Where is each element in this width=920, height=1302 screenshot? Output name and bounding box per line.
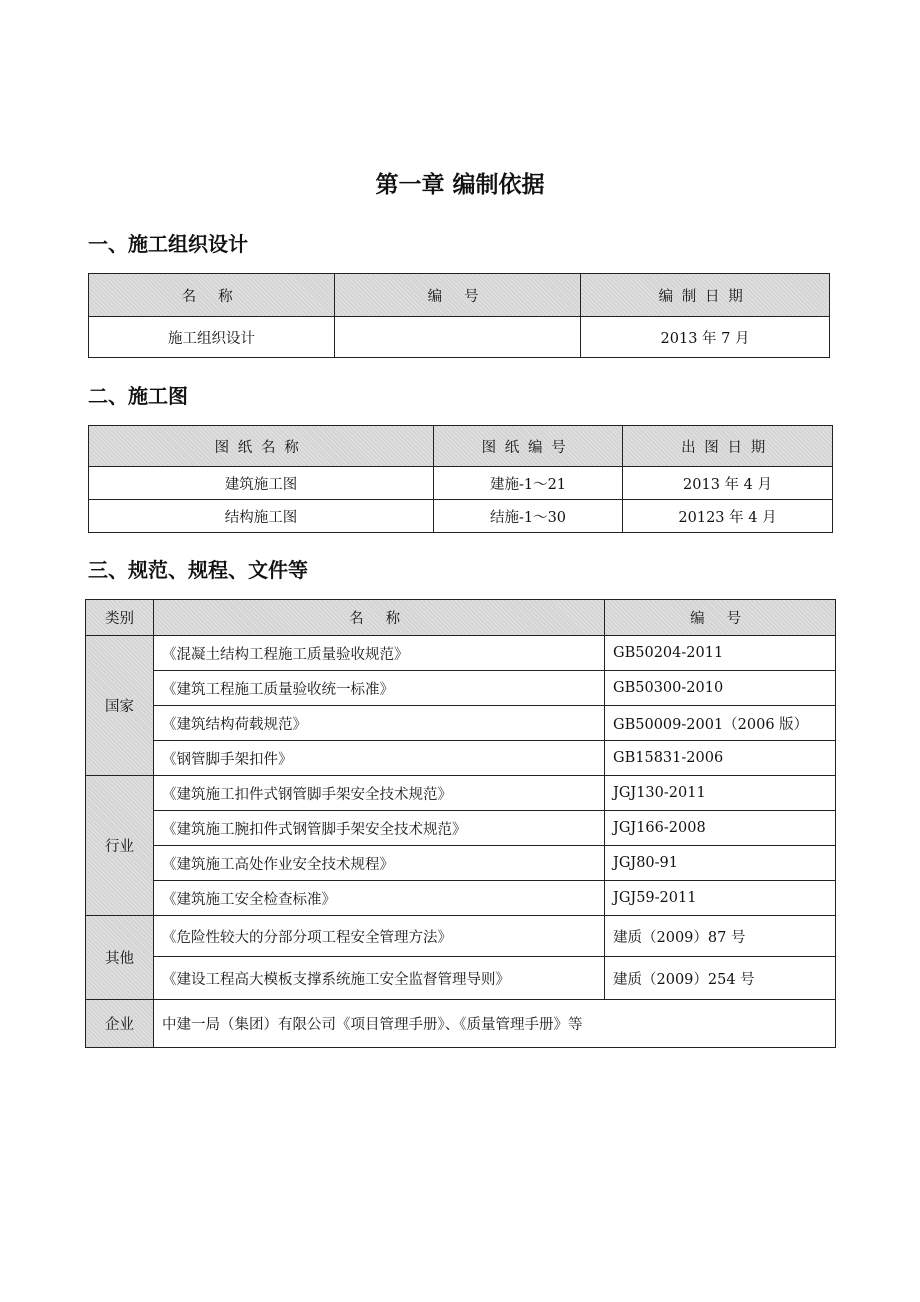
table-row <box>89 467 833 500</box>
header-issue-date: 出图日期 <box>623 426 833 467</box>
cell-standard-name: 《危险性较大的分部分项工程安全管理方法》 <box>154 916 605 957</box>
category-enterprise: 企业 <box>86 1000 154 1048</box>
header-number: 编 号 <box>335 274 581 317</box>
table-row <box>86 846 836 881</box>
cell-issue-date: 20123 年 4 月 <box>623 500 833 533</box>
header-standard-name: 名 称 <box>154 600 605 636</box>
table-header-row <box>86 600 836 636</box>
table-row <box>86 776 836 811</box>
header-name: 名 称 <box>89 274 335 317</box>
cell-standard-number: JGJ59-2011 <box>605 881 836 916</box>
cell-standard-number: 建质（2009）87 号 <box>605 916 836 957</box>
drawings-table <box>88 425 833 533</box>
table-row <box>86 636 836 671</box>
table-row <box>86 671 836 706</box>
table-header-row <box>89 274 830 317</box>
category-other: 其他 <box>86 916 154 1000</box>
header-category: 类别 <box>86 600 154 636</box>
cell-drawing-number: 建施-1～21 <box>434 467 623 500</box>
cell-standard-name: 《建筑施工扣件式钢管脚手架安全技术规范》 <box>154 776 605 811</box>
table-row <box>89 317 830 358</box>
cell-standard-name: 《建筑结构荷载规范》 <box>154 706 605 741</box>
cell-standard-number: JGJ130-2011 <box>605 776 836 811</box>
header-drawing-name: 图纸名称 <box>89 426 434 467</box>
cell-standard-number: GB50204-2011 <box>605 636 836 671</box>
cell-enterprise-text: 中建一局（集团）有限公司《项目管理手册》、《质量管理手册》等 <box>154 1000 836 1048</box>
cell-standard-number: GB50300-2010 <box>605 671 836 706</box>
table-row <box>86 706 836 741</box>
cell-standard-number: GB15831-2006 <box>605 741 836 776</box>
header-drawing-number: 图纸编号 <box>434 426 623 467</box>
table-row <box>86 881 836 916</box>
category-industry: 行业 <box>86 776 154 916</box>
table-row <box>89 500 833 533</box>
cell-standard-name: 《建筑施工高处作业安全技术规程》 <box>154 846 605 881</box>
chapter-title: 第一章 编制依据 <box>375 172 545 198</box>
section-title-standards: 三、规范、规程、文件等 <box>88 558 308 582</box>
cell-name: 施工组织设计 <box>89 317 335 358</box>
cell-standard-name: 《钢管脚手架扣件》 <box>154 741 605 776</box>
table-row <box>86 916 836 957</box>
cell-drawing-name: 建筑施工图 <box>89 467 434 500</box>
cell-standard-name: 《建筑施工腕扣件式钢管脚手架安全技术规范》 <box>154 811 605 846</box>
table-row <box>86 1000 836 1048</box>
cell-number <box>335 317 581 358</box>
table-row <box>86 741 836 776</box>
cell-date: 2013 年 7 月 <box>581 317 830 358</box>
category-national: 国家 <box>86 636 154 776</box>
cell-standard-name: 《建筑施工安全检查标准》 <box>154 881 605 916</box>
section-title-drawings: 二、施工图 <box>88 384 188 408</box>
table-row <box>86 957 836 1000</box>
cell-standard-number: GB50009-2001（2006 版） <box>605 706 836 741</box>
header-standard-number: 编 号 <box>605 600 836 636</box>
cell-standard-name: 《混凝土结构工程施工质量验收规范》 <box>154 636 605 671</box>
cell-standard-number: JGJ166-2008 <box>605 811 836 846</box>
standards-table <box>85 599 836 1048</box>
construction-design-table <box>88 273 830 358</box>
cell-standard-number: 建质（2009）254 号 <box>605 957 836 1000</box>
table-header-row <box>89 426 833 467</box>
cell-standard-number: JGJ80-91 <box>605 846 836 881</box>
cell-standard-name: 《建设工程高大模板支撑系统施工安全监督管理导则》 <box>154 957 605 1000</box>
cell-standard-name: 《建筑工程施工质量验收统一标准》 <box>154 671 605 706</box>
header-date: 编制日期 <box>581 274 830 317</box>
cell-drawing-number: 结施-1～30 <box>434 500 623 533</box>
section-title-construction-design: 一、施工组织设计 <box>88 232 248 256</box>
cell-issue-date: 2013 年 4 月 <box>623 467 833 500</box>
cell-drawing-name: 结构施工图 <box>89 500 434 533</box>
table-row <box>86 811 836 846</box>
